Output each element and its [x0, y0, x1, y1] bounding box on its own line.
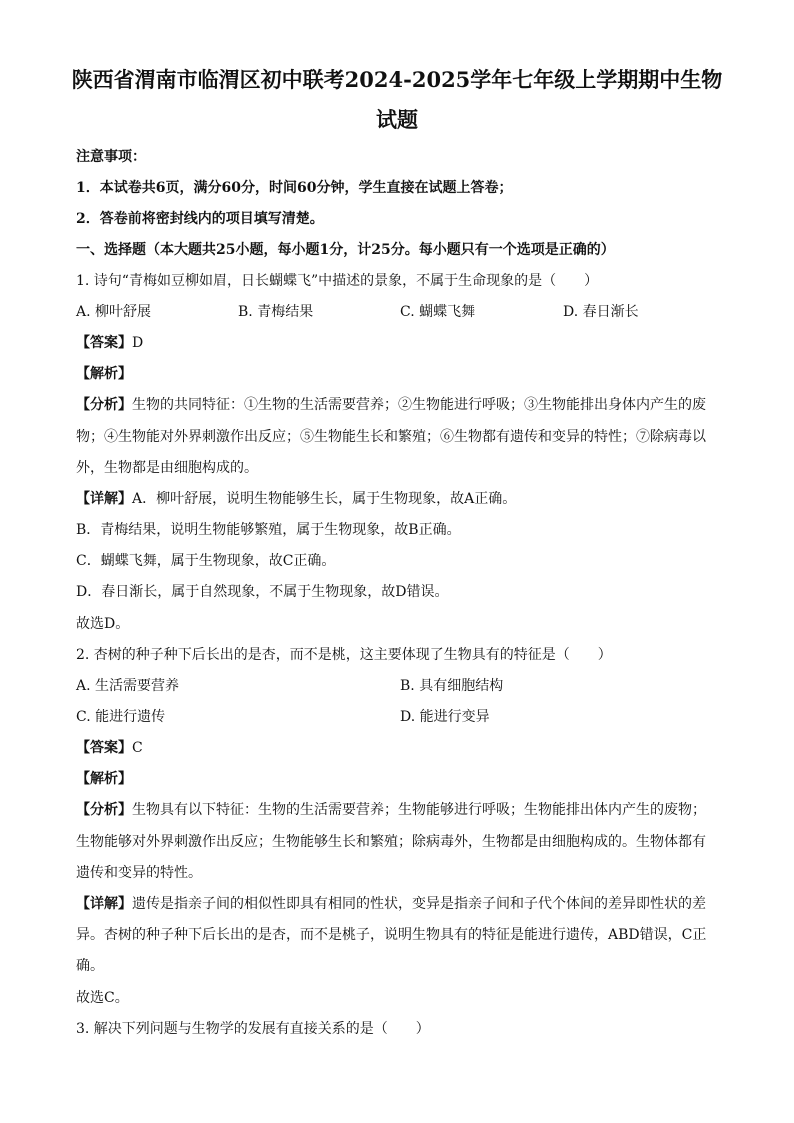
answer-tag: 【答案】 — [76, 335, 132, 351]
q2-detail-line1 — [76, 894, 726, 914]
q1-detail-b: B．青梅结果，说明生物能够繁殖，属于生物现象，故B正确。 — [76, 522, 461, 538]
q1-fenxi-line3: 外，生物都是由细胞构成的。 — [76, 460, 258, 476]
q1-detail-c: C．蝴蝶飞舞，属于生物现象，故C正确。 — [76, 553, 336, 569]
q2-conclusion: 故选C。 — [76, 990, 129, 1006]
answer-tag: 【答案】 — [76, 740, 132, 756]
q2-stem: 2. 杏树的种子种下后长出的是杏，而不是桃，这主要体现了生物具有的特征是（ ） — [76, 647, 612, 663]
q2-fenxi-line1 — [76, 800, 726, 820]
q1-option-d: D. 春日渐长 — [563, 304, 639, 320]
q2-option-a: A. 生活需要营养 — [76, 678, 180, 694]
q2-detail-line2: 异。杏树的种子种下后长出的是杏，而不是桃子，说明生物具有的特征是能进行遗传，ABD错误，C正 — [76, 927, 707, 943]
detail-text: A．柳叶舒展，说明生物能够生长，属于生物现象，故A正确。 — [132, 491, 517, 507]
page-title-line2: 试题 — [376, 107, 418, 132]
fenxi-text: 生物具有以下特征：生物的生活需要营养；生物能够进行呼吸；生物能排出体内产生的废物； — [132, 802, 706, 818]
xiangjie-tag: 【详解】 — [76, 896, 132, 912]
fenxi-tag: 【分析】 — [76, 802, 132, 818]
q2-fenxi-line2: 生物能够对外界刺激作出反应；生物能够生长和繁殖；除病毒外，生物都是由细胞构成的。生物体都有 — [76, 834, 706, 850]
q3-stem: 3. 解决下列问题与生物学的发展有直接关系的是（ ） — [76, 1021, 430, 1037]
q2-option-d: D. 能进行变异 — [400, 709, 490, 725]
answer-value: D — [132, 335, 144, 351]
q1-detail-a — [76, 489, 726, 509]
q1-option-a: A. 柳叶舒展 — [76, 304, 152, 320]
answer-value: C — [132, 740, 143, 756]
q1-detail-d: D．春日渐长，属于自然现象，不属于生物现象，故D错误。 — [76, 584, 449, 600]
section-heading: 一、选择题（本大题共25小题，每小题1分，计25分。每小题只有一个选项是正确的） — [76, 242, 615, 258]
q2-fenxi-line3: 遗传和变异的特性。 — [76, 865, 202, 881]
fenxi-text: 生物的共同特征：①生物的生活需要营养；②生物能进行呼吸；③生物能排出身体内产生的废 — [132, 397, 706, 413]
q1-analysis-tag: 【解析】 — [76, 366, 132, 382]
q1-conclusion: 故选D。 — [76, 616, 130, 632]
q2-option-b: B. 具有细胞结构 — [400, 678, 504, 694]
page-title-line1: 陕西省渭南市临渭区初中联考2024-2025学年七年级上学期期中生物 — [71, 67, 723, 92]
q2-answer — [76, 738, 726, 758]
xiangjie-tag: 【详解】 — [76, 491, 132, 507]
q1-option-c: C. 蝴蝶飞舞 — [400, 304, 476, 320]
q1-fenxi-line2: 物；④生物能对外界刺激作出反应；⑤生物能生长和繁殖；⑥生物都有遗传和变异的特性；⑦除病毒以 — [76, 429, 706, 445]
q1-fenxi-line1 — [76, 395, 726, 415]
q1-answer — [76, 333, 726, 353]
q2-option-c: C. 能进行遗传 — [76, 709, 166, 725]
detail-text: 遗传是指亲子间的相似性即具有相同的性状，变异是指亲子间和子代个体间的差异即性状的差 — [132, 896, 706, 912]
notice-item-2: 2．答卷前将密封线内的项目填写清楚。 — [76, 211, 324, 227]
q1-stem: 1. 诗句“青梅如豆柳如眉，日长蝴蝶飞”中描述的景象，不属于生命现象的是（ ） — [76, 273, 599, 289]
fenxi-tag: 【分析】 — [76, 397, 132, 413]
notice-item-1: 1．本试卷共6页，满分60分，时间60分钟，学生直接在试题上答卷； — [76, 180, 513, 196]
q2-detail-line3: 确。 — [76, 958, 104, 974]
notice-heading: 注意事项： — [76, 149, 146, 165]
q2-analysis-tag: 【解析】 — [76, 771, 132, 787]
q1-option-b: B. 青梅结果 — [238, 304, 314, 320]
